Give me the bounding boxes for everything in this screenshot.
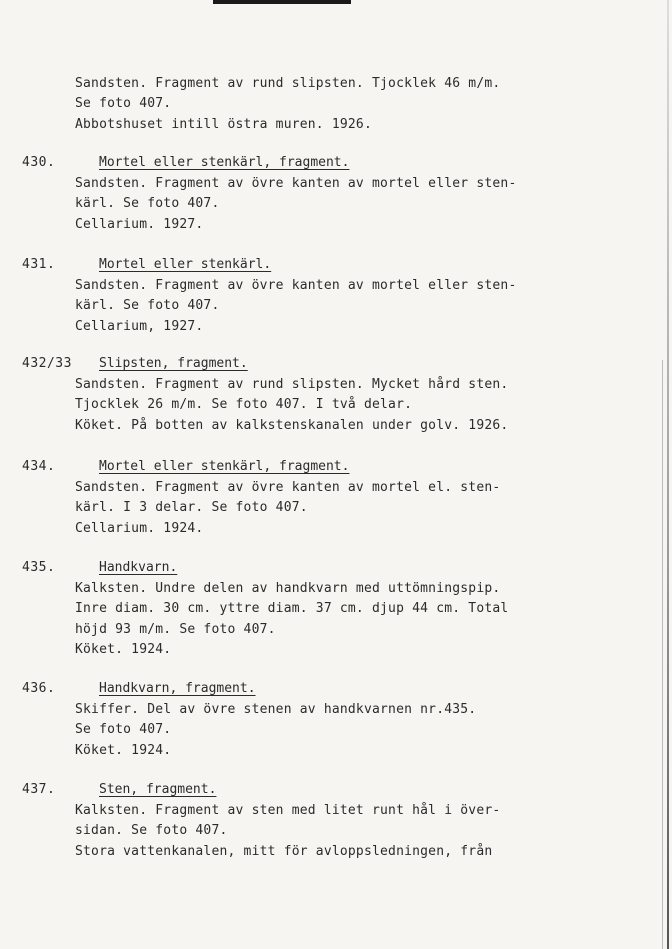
entry-description (75, 478, 500, 539)
entry-line: Köket. 1924. (75, 642, 172, 658)
entry-description (75, 700, 476, 761)
entry-title: Sten, fragment. (99, 782, 217, 797)
entry-description (75, 375, 508, 436)
entry-line: Cellarium. 1924. (75, 520, 204, 536)
entry-line: Köket. På botten av kalkstenskanalen under golv. 1926. (75, 417, 509, 433)
entry-line: Sandsten. Fragment av övre kanten av mortel eller sten- (75, 176, 517, 191)
entry-line: Se foto 407. (75, 722, 172, 738)
entry-line: Köket. 1924. (75, 742, 172, 758)
entry-description (75, 276, 516, 337)
entry-line: Cellarium. 1927. (75, 216, 204, 232)
intro-lines (75, 74, 500, 135)
entry-line: Inre diam. 30 cm. yttre diam. 37 cm. djup 44 cm. Total (75, 601, 509, 617)
entry-line: kärl. I 3 delar. Se foto 407. (75, 500, 308, 516)
entry-line: Stora vattenkanalen, mitt för avloppsledningen, från (75, 843, 493, 859)
entry-line: Cellarium, 1927. (75, 318, 204, 334)
entry-number: 434. (22, 459, 56, 474)
entry-line: höjd 93 m/m. Se foto 407. (75, 621, 276, 637)
entry-number: 430. (22, 155, 56, 170)
entry-line: Tjocklek 26 m/m. Se foto 407. I två delar. (75, 397, 413, 413)
entry-title: Mortel eller stenkärl, fragment. (99, 155, 350, 170)
entry-number: 437. (22, 782, 56, 797)
entry-description (75, 174, 516, 235)
entry-title: Mortel eller stenkärl. (99, 257, 272, 272)
entry-description (75, 801, 500, 862)
entry-number: 436. (22, 681, 56, 696)
entry-line: Sandsten. Fragment av övre kanten av mortel el. sten- (75, 480, 501, 495)
entry-title: Slipsten, fragment. (99, 356, 248, 371)
entry-line: kärl. Se foto 407. (75, 196, 220, 212)
entry-description (75, 579, 508, 661)
entry-line: Abbotshuset intill östra muren. 1926. (75, 116, 372, 132)
entry-line: Kalksten. Undre delen av handkvarn med uttömningspip. (75, 581, 501, 596)
entry-line: Sandsten. Fragment av övre kanten av mortel eller sten- (75, 278, 517, 293)
entry-number: 432/33 (22, 356, 72, 371)
entry-title: Mortel eller stenkärl, fragment. (99, 459, 350, 474)
entry-title: Handkvarn. (99, 560, 178, 575)
entry-number: 431. (22, 257, 56, 272)
entry-title: Handkvarn, fragment. (99, 681, 256, 696)
entry-number: 435. (22, 560, 56, 575)
entry-line: kärl. Se foto 407. (75, 298, 220, 314)
entry-line: Kalksten. Fragment av sten med litet runt hål i över- (75, 803, 501, 818)
entry-line: Se foto 407. (75, 96, 172, 112)
entry-line: sidan. Se foto 407. (75, 823, 228, 839)
entry-line: Sandsten. Fragment av rund slipsten. Tjocklek 46 m/m. (75, 76, 501, 91)
entry-line: Sandsten. Fragment av rund slipsten. Mycket hård sten. (75, 377, 509, 392)
entry-line: Skiffer. Del av övre stenen av handkvarnen nr.435. (75, 702, 477, 717)
